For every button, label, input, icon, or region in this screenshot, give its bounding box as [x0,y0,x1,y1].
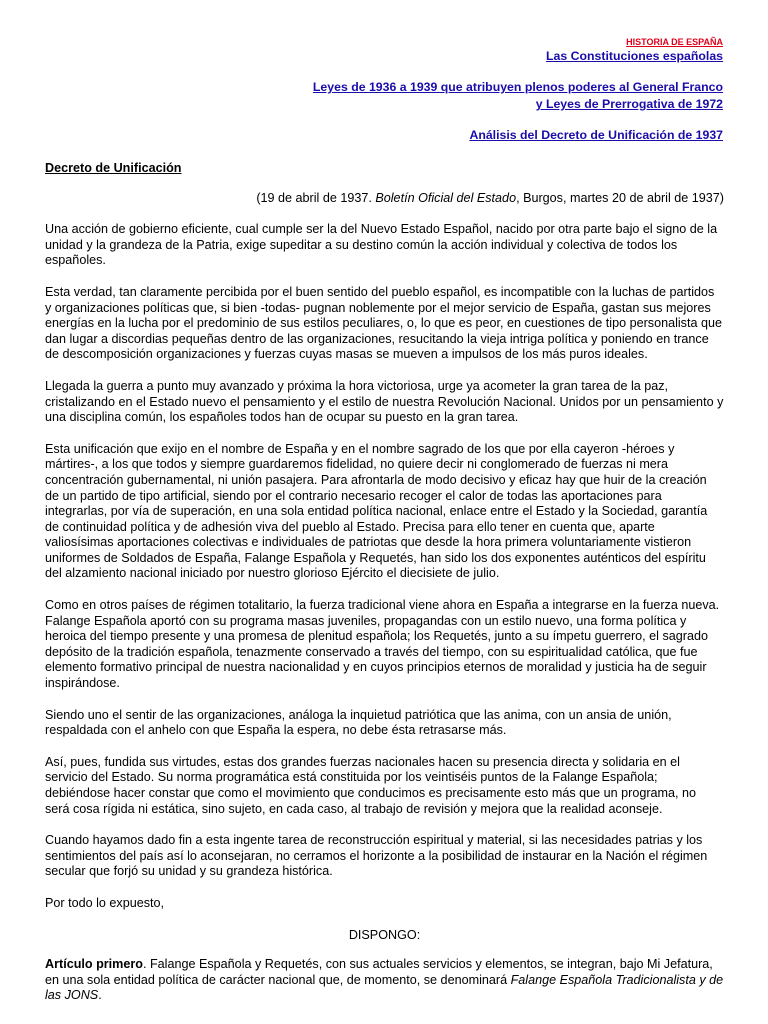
date-line [45,191,724,207]
paragraph: Esta verdad, tan claramente percibida por el buen sentido del pueblo español, es incompatible con la luchas de partidos y organizaciones políticas que, si bien -todas- pugnan noblemente por el mejor servicio de España, gastan sus mejores energías en la lucha por el predominio de sus estilos peculiares, o, lo que es peor, en cuestiones de tipo personalista que dan lugar a discordias pequeñas dentro de las organizaciones, resucitando la vieja intriga política y poniendo en trance de descomposición organizaciones y fuerzas cuyas masas se mueven a impulsos de los más puros ideales. [45,284,722,362]
analisis-link[interactable]: Análisis del Decreto de Unificación de 1937 [469,128,723,142]
date-pre: (19 de abril de 1937. [256,190,376,205]
paragraph: Llegada la guerra a punto muy avanzado y próxima la hora victoriosa, urge ya acometer la gran tarea de la paz, cristalizando en el Estado nuevo el pensamiento y el estilo de nuestra Revolución Nacional. Unidos por un pensamiento y una disciplina común, los españoles todos han de ocupar su puesto en la gran tarea. [45,378,724,425]
paragraph: Una acción de gobierno eficiente, cual cumple ser la del Nuevo Estado Español, nacido por otra parte bajo el signo de la unidad y la grandeza de la Patria, exige supeditar a su destino común la acción individual y colectiva de todos los españoles. [45,222,718,268]
dispongo-heading: DISPONGO: [348,927,421,942]
paragraph: Siendo uno el sentir de las organizaciones, análoga la inquietud patriótica que las anima, con un ansia de unión, respaldada con el anhelo con que España la espera, no debe ésta retrasarse más. [45,707,672,738]
constituciones-link[interactable]: Las Constituciones españolas [546,49,723,63]
party-name: Falange Española Tradicionalista y de las JONS [45,972,724,1003]
article-first-text: . Falange Española y Requetés, con sus actuales servicios y elementos, se integran, bajo Mi Jefatura, en una sola entidad política de carácter nacional que, de momento, se denominará [45,957,713,987]
article-first-end: . [98,988,102,1003]
paragraph: Cuando hayamos dado fin a esta ingente tarea de reconstrucción espiritual y material, si las necesidades patrias y los sentimientos del país así lo aconsejaran, no cerramos el horizonte a la posibilidad de instaurar en la Nación el régimen secular que forjó su unidad y su grandeza histórica. [45,833,708,879]
section-title: Decreto de Unificación [45,161,182,175]
date-post: , Burgos, martes 20 de abril de 1937) [516,190,724,205]
historia-link[interactable]: HISTORIA DE ESPAÑA [626,37,723,47]
leyes-link-line2[interactable]: y Leyes de Prerrogativa de 1972 [535,97,723,111]
paragraph: Así, pues, fundida sus virtudes, estas dos grandes fuerzas nacionales hacen su presencia directa y solidaria en el servicio del Estado. Su norma programática está constituida por los veintiséis puntos de la Falange Española; debiéndose hacer constar que como el movimiento que conducimos es precisamente esto más que un programa, no será cosa rígida ni estática, sino sujeto, en cada caso, al trabajo de revisión y mejora que la realidad aconseje. [45,754,697,816]
leyes-link-line1[interactable]: Leyes de 1936 a 1939 que atribuyen plenos poderes al General Franco [312,80,723,94]
paragraph: Como en otros países de régimen totalitario, la fuerza tradicional viene ahora en España a integrarse en la fuerza nueva. Falange Española aportó con su programa masas juveniles, propagandas con un estilo nuevo, una forma política y heroica del tiempo presente y una promesa de plenitud española; los Requetés, junto a su ímpetu guerrero, el sagrado depósito de la tradición española, tenazmente conservado a través del tiempo, con su espiritualidad católica, que fue elemento formativo principal de nuestra nacionalidad y en cuyos principios eternos de moralidad y justicia ha de seguir inspirándose. [45,598,720,691]
header-links [313,36,723,144]
document-body [45,161,724,1004]
article-first-label: Artículo primero [45,957,143,972]
article-first [45,957,724,1004]
paragraph: Por todo lo expuesto, [45,895,165,910]
paragraph: Esta unificación que exijo en el nombre de España y en el nombre sagrado de los que por ella cayeron -héroes y mártires-, a los que todos y siempre guardaremos fidelidad, no quiere decir ni conglomerado de fuerzas ni mera concentración gubernamental, ni unión pasajera. Para afrontarla de modo decisivo y eficaz hay que huir de la creación de un partido de tipo artificial, siendo por el contrario necesario recoger el calor de todas las aportaciones para integrarlas, por vía de superación, en una sola entidad política nacional, enlace entre el Estado y la Sociedad, garantía de continuidad política y de adhesión viva del pueblo al Estado. Precisa para ello tener en cuenta que, aparte valiosísimas aportaciones colectivas e individuales de patriotas que desde la hora primera voluntariamente vistieron uniformes de Soldados de España, Falange Española y Requetés, han sido los dos exponentes auténticos del espíritu del alzamiento nacional iniciado por nuestro glorioso Ejército el diecisiete de julio. [45,441,708,581]
boletin-title: Boletín Oficial del Estado [375,190,517,205]
